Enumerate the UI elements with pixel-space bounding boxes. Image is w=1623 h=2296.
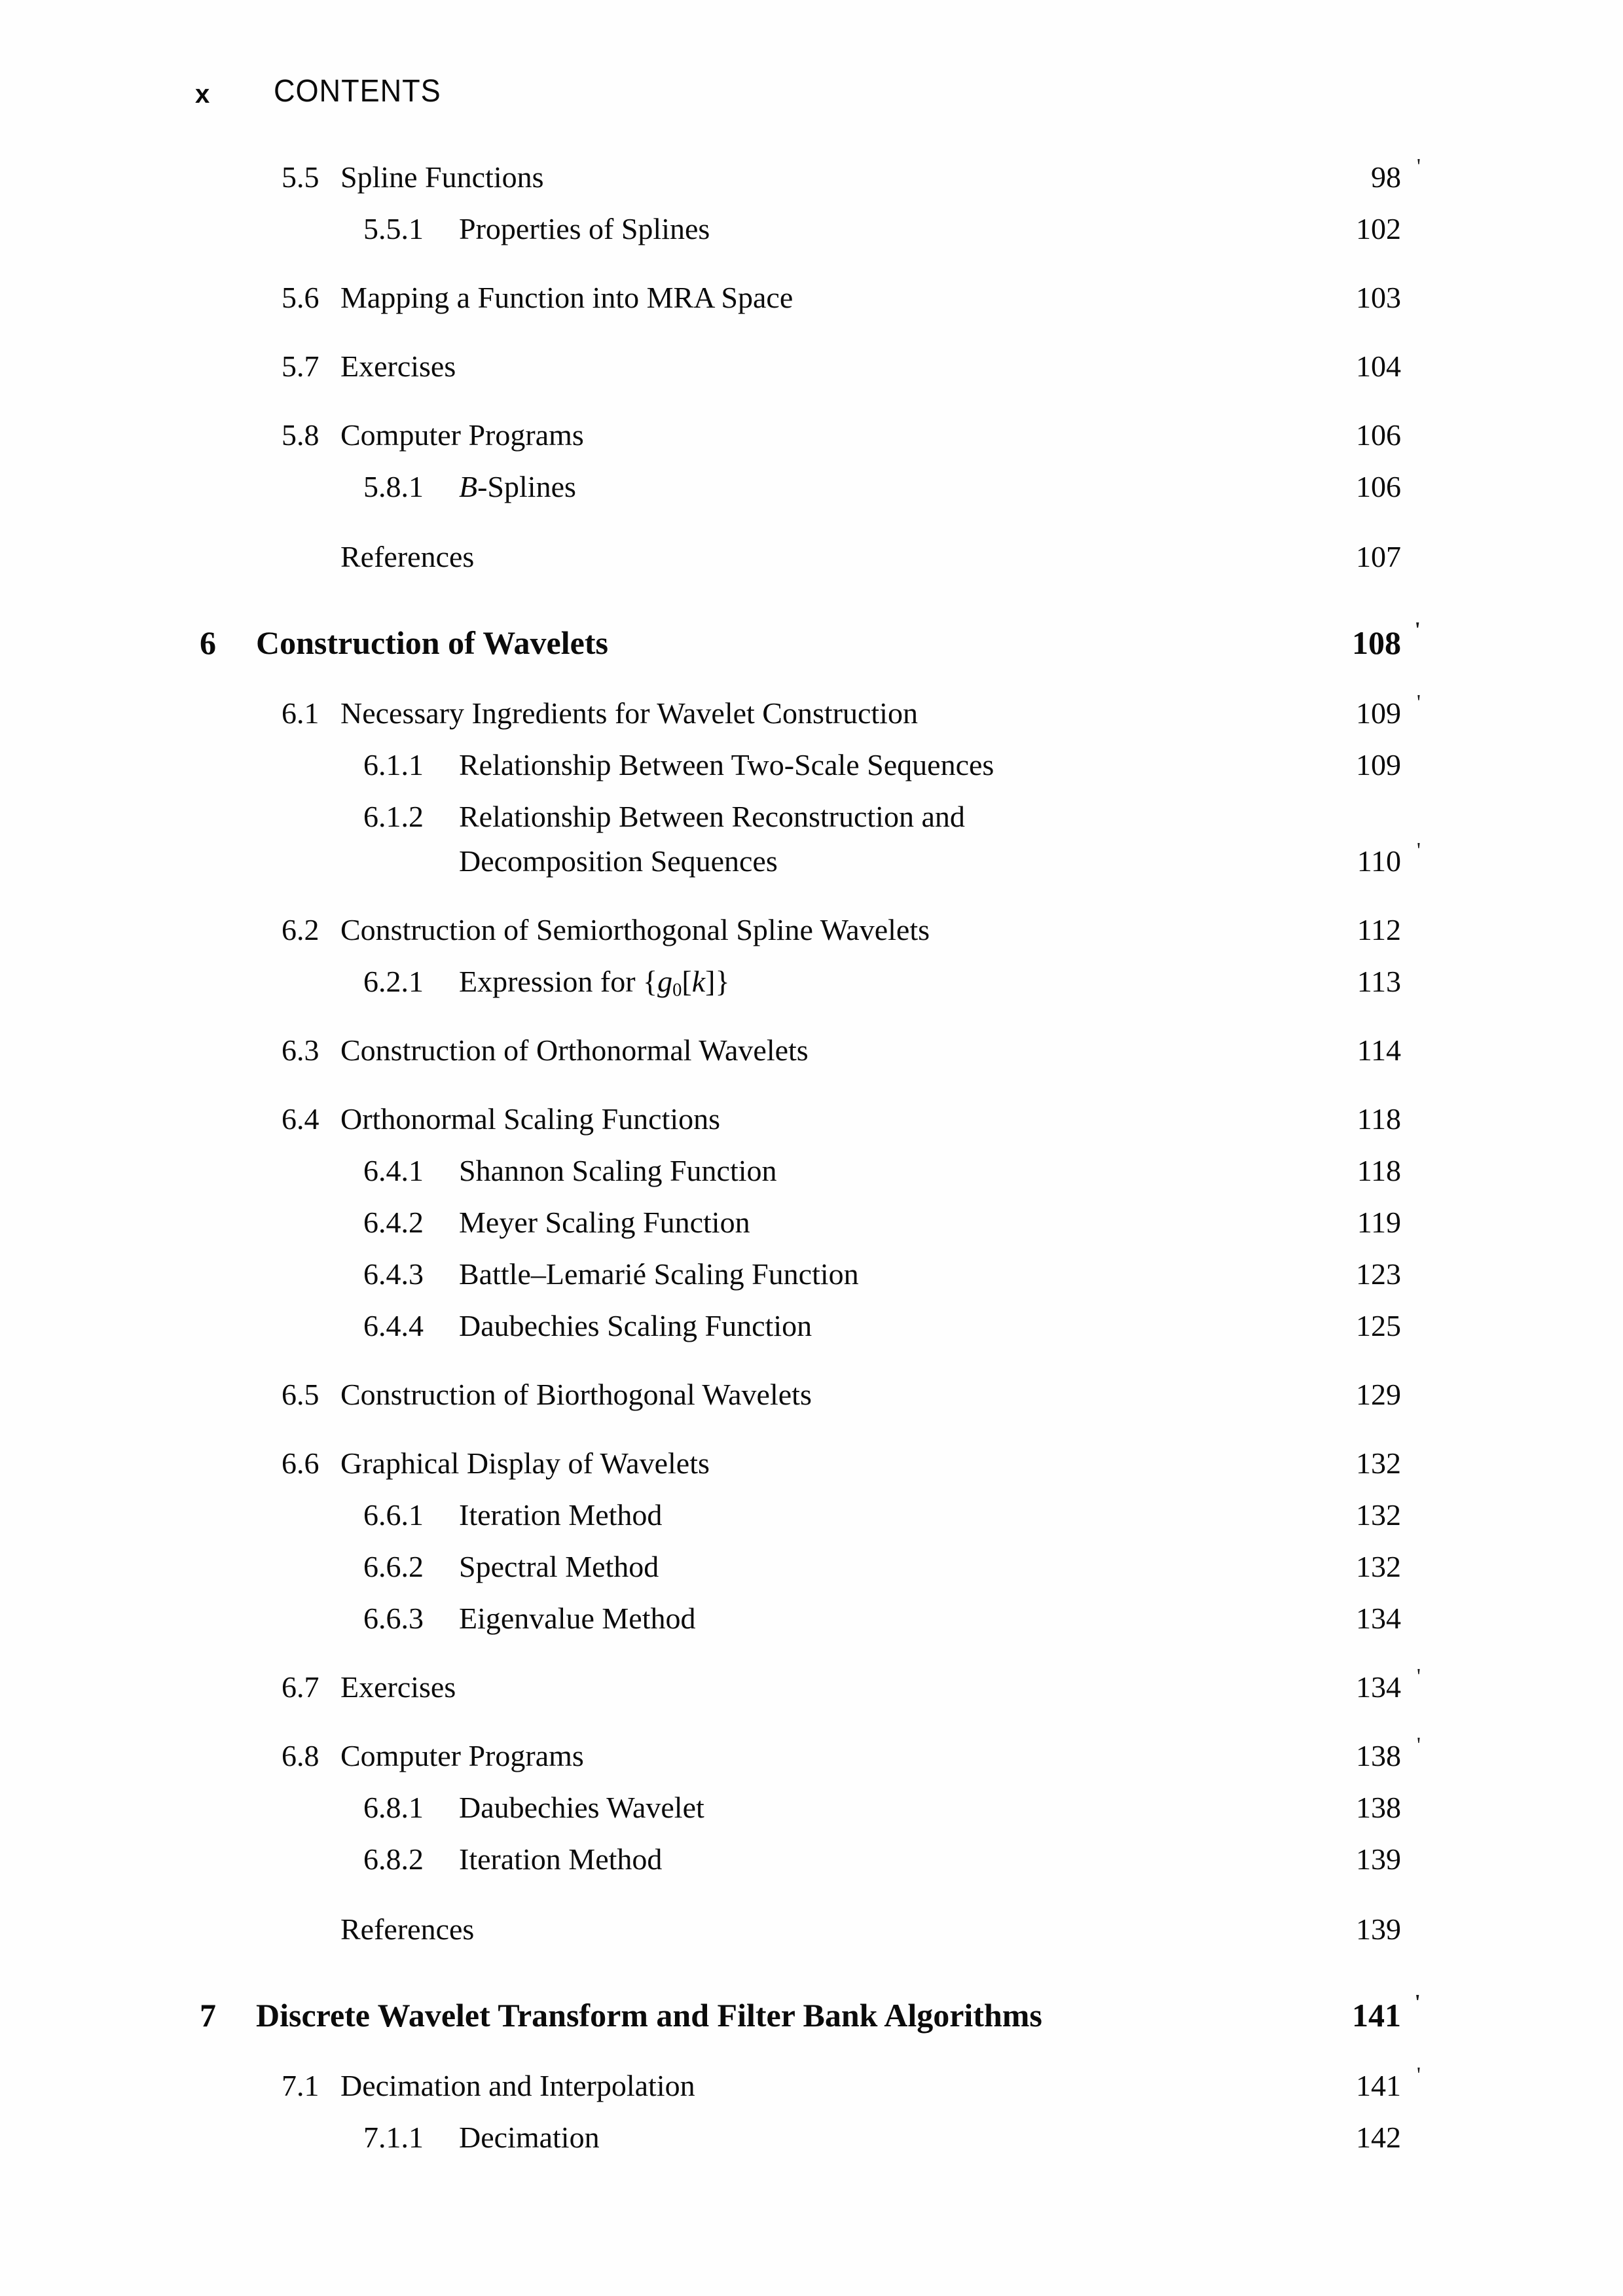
entry-page-number — [1283, 1990, 1421, 2036]
entry-page-number — [1283, 538, 1401, 576]
entry-page-number-text: 114 — [1357, 1033, 1401, 1067]
toc-entry-row — [0, 1100, 1623, 1138]
entry-number: 6.8.2 — [363, 1842, 424, 1876]
toc-entry-row — [0, 279, 1623, 317]
entry-page-number — [1283, 154, 1421, 196]
toc-entry-left — [282, 1444, 1283, 1482]
entry-title — [256, 622, 1283, 664]
entry-page-number-text: 139 — [1356, 1912, 1401, 1946]
entry-title-line1: Construction of Orthonormal Wavelets — [340, 1033, 809, 1067]
entry-page-number-text: 142 — [1356, 2121, 1401, 2154]
entry-page-number-text: 113 — [1357, 965, 1401, 998]
entry-title-fragment: 0 — [672, 980, 682, 1001]
entry-page-number-text: 107 — [1356, 540, 1401, 573]
entry-page-number — [1283, 911, 1401, 949]
entry-title — [256, 1994, 1283, 2036]
entry-title — [459, 1496, 1283, 1534]
toc-entry-row — [0, 348, 1623, 386]
entry-page-number-text: 141 — [1356, 2069, 1401, 2102]
entry-page-number-text: 110 — [1357, 844, 1401, 878]
entry-title — [459, 2119, 1283, 2157]
entry-title-line1: Spectral Method — [459, 1550, 659, 1583]
entry-page-number-text: 118 — [1357, 1154, 1401, 1187]
entry-title — [340, 2067, 1283, 2105]
entry-title-line1: Graphical Display of Wavelets — [340, 1446, 710, 1480]
entry-title-line1: Decimation and Interpolation — [340, 2069, 695, 2102]
entry-page-number-text: 102 — [1356, 212, 1401, 245]
entry-page-number-text: 112 — [1357, 913, 1401, 946]
entry-number: 6.6 — [282, 1446, 319, 1480]
entry-page-number — [1283, 1910, 1401, 1948]
entry-number: 6.6.3 — [363, 1602, 424, 1635]
entry-page-number — [1283, 2119, 1401, 2157]
entry-title — [459, 1840, 1283, 1878]
toc-entry-row — [0, 746, 1623, 784]
entry-number: 7.1 — [282, 2069, 319, 2102]
entry-title-line1: Spline Functions — [340, 160, 544, 194]
toc-entry-row — [0, 416, 1623, 454]
entry-page-number — [1283, 1376, 1401, 1414]
toc-entry-row — [0, 691, 1623, 732]
toc-entry-row — [0, 468, 1623, 506]
entry-number: 6.8.1 — [363, 1791, 424, 1824]
toc-entry-left — [363, 1789, 1283, 1827]
toc-entry-left — [363, 1152, 1283, 1190]
entry-title — [459, 1255, 1283, 1293]
entry-title-fragment: Expression for { — [459, 965, 658, 998]
entry-title-line1: Daubechies Scaling Function — [459, 1309, 812, 1342]
entry-title-line1: Properties of Splines — [459, 212, 710, 245]
entry-title-line1: Construction of Biorthogonal Wavelets — [340, 1378, 812, 1411]
entry-page-number-text: 106 — [1356, 418, 1401, 452]
entry-number: 6 — [200, 624, 216, 661]
entry-page-number — [1283, 746, 1401, 784]
entry-page-number-text: 132 — [1356, 1446, 1401, 1480]
entry-title-line1: Mapping a Function into MRA Space — [340, 281, 793, 314]
toc-entry-left — [363, 1548, 1283, 1586]
entry-page-number — [1283, 1496, 1401, 1534]
scan-tick-artifact: ' — [1416, 691, 1421, 715]
entry-page-number-text: 129 — [1356, 1378, 1401, 1411]
entry-title-line1 — [459, 963, 1283, 1001]
toc-entry-row — [0, 1664, 1623, 1706]
toc-entry-row — [0, 2063, 1623, 2105]
entry-title-line1: Exercises — [340, 1670, 456, 1704]
entry-number: 7 — [200, 1997, 216, 2034]
entry-page-number — [1283, 1255, 1401, 1293]
entry-title-line1: Meyer Scaling Function — [459, 1206, 750, 1239]
entry-title — [459, 468, 1283, 506]
toc-entry-left — [363, 1204, 1283, 1242]
toc-entry-left — [200, 1994, 1283, 2036]
entry-number: 6.4.2 — [363, 1206, 424, 1239]
entry-title-line1: References — [340, 540, 475, 573]
entry-title — [459, 746, 1283, 784]
entry-page-number — [1283, 1664, 1421, 1706]
entry-title-fragment: B — [459, 470, 478, 503]
toc-entry-left — [282, 911, 1283, 949]
entry-page-number-text: 123 — [1356, 1257, 1401, 1291]
entry-page-number — [1283, 468, 1401, 506]
entry-page-number-text: 134 — [1356, 1670, 1401, 1704]
entry-page-number-text: 106 — [1356, 470, 1401, 503]
entry-page-number-text: 108 — [1352, 624, 1401, 661]
entry-page-number-text: 141 — [1352, 1997, 1401, 2034]
entry-title — [340, 1910, 1283, 1948]
entry-title-line1: Construction of Semiorthogonal Spline Wavelets — [340, 913, 930, 946]
entry-page-number-text: 132 — [1356, 1498, 1401, 1532]
entry-title-fragment: k — [691, 965, 706, 998]
toc-entry-row — [0, 538, 1623, 576]
entry-number: 6.4.3 — [363, 1257, 424, 1291]
entry-title-line1: Computer Programs — [340, 418, 584, 452]
toc-entry-row — [0, 210, 1623, 248]
entry-page-number — [1283, 416, 1401, 454]
toc-entry-row — [0, 1840, 1623, 1878]
entry-title — [459, 798, 1283, 880]
entry-title — [459, 1789, 1283, 1827]
toc-entry-left — [282, 279, 1283, 317]
roman-page-number: x — [195, 80, 210, 109]
toc-entry-left — [282, 1737, 1283, 1775]
toc-entry-row — [0, 1255, 1623, 1293]
entry-title — [459, 210, 1283, 248]
entry-title — [459, 1204, 1283, 1242]
toc-entry-row — [0, 911, 1623, 949]
entry-page-number — [1283, 1840, 1401, 1878]
toc-entry-left — [282, 348, 1283, 386]
entry-page-number-text: 98 — [1371, 160, 1401, 194]
toc-entry-row — [0, 1152, 1623, 1190]
entry-number: 5.5 — [282, 160, 319, 194]
scan-tick-artifact: ' — [1414, 1990, 1421, 2015]
entry-title — [340, 279, 1283, 317]
entry-number: 6.8 — [282, 1739, 319, 1772]
entry-title-line2: Decomposition Sequences — [459, 844, 778, 878]
entry-page-number-text: 125 — [1356, 1309, 1401, 1342]
entry-number: 7.1.1 — [363, 2121, 424, 2154]
scan-tick-artifact: ' — [1414, 618, 1421, 642]
entry-title — [340, 1376, 1283, 1414]
entry-title-fragment: -Splines — [477, 470, 576, 503]
entry-title — [459, 963, 1283, 1001]
scan-tick-artifact: ' — [1416, 1733, 1421, 1757]
entry-page-number-text: 138 — [1356, 1739, 1401, 1772]
entry-page-number — [1283, 838, 1421, 880]
toc-entry-left — [340, 538, 1283, 576]
entry-number: 6.1.1 — [363, 748, 424, 781]
toc-entry-row — [0, 2119, 1623, 2157]
entry-page-number-text: 139 — [1356, 1842, 1401, 1876]
toc-entry-row — [0, 1444, 1623, 1482]
entry-title-line1: Shannon Scaling Function — [459, 1154, 777, 1187]
entry-page-number-text: 138 — [1356, 1791, 1401, 1824]
toc-entry-left — [282, 1100, 1283, 1138]
entry-number: 6.1.2 — [363, 800, 424, 833]
entry-title — [340, 348, 1283, 386]
toc-entry-left — [282, 1668, 1283, 1706]
entry-number: 6.7 — [282, 1670, 319, 1704]
entry-title — [340, 1031, 1283, 1069]
entry-page-number — [1283, 1152, 1401, 1190]
entry-page-number-text: 119 — [1357, 1206, 1401, 1239]
entry-title-fragment: [ — [682, 965, 692, 998]
entry-number: 6.3 — [282, 1033, 319, 1067]
entry-title-line1 — [459, 468, 1283, 506]
entry-page-number — [1283, 1733, 1421, 1775]
toc-entry-row — [0, 1307, 1623, 1345]
entry-title — [459, 1307, 1283, 1345]
toc-entry-row — [0, 1204, 1623, 1242]
scan-tick-artifact: ' — [1416, 2063, 1421, 2087]
scan-tick-artifact: ' — [1416, 838, 1421, 863]
entry-title-line1: Relationship Between Reconstruction and — [459, 800, 965, 833]
toc-entry-row — [0, 963, 1623, 1001]
toc-entry-left — [363, 1307, 1283, 1345]
toc-entry-row — [0, 1548, 1623, 1586]
entry-page-number — [1283, 279, 1401, 317]
page-title: CONTENTS — [274, 74, 441, 109]
toc-entry-left — [340, 1910, 1283, 1948]
toc-entry-left — [363, 1496, 1283, 1534]
entry-page-number — [1283, 1204, 1401, 1242]
entry-page-number — [1283, 1100, 1401, 1138]
entry-title-line1: Construction of Wavelets — [256, 624, 608, 661]
entry-page-number-text: 103 — [1356, 281, 1401, 314]
toc-entry-left — [363, 1255, 1283, 1293]
entry-page-number — [1283, 1548, 1401, 1586]
entry-number: 6.1 — [282, 696, 319, 730]
entry-page-number — [1283, 1600, 1401, 1638]
entry-number: 6.4 — [282, 1102, 319, 1136]
entry-page-number-text: 132 — [1356, 1550, 1401, 1583]
toc-entry-left — [200, 622, 1283, 664]
entry-title-fragment: ]} — [705, 965, 730, 998]
entry-number: 5.6 — [282, 281, 319, 314]
running-head — [195, 76, 452, 107]
toc-list — [0, 154, 1623, 2157]
entry-number: 6.4.1 — [363, 1154, 424, 1187]
entry-page-number-text: 104 — [1356, 350, 1401, 383]
toc-entry-left — [363, 2119, 1283, 2157]
toc-entry-left — [282, 2067, 1283, 2105]
toc-entry-row — [0, 618, 1623, 664]
toc-entry-left — [363, 210, 1283, 248]
entry-page-number-text: 134 — [1356, 1602, 1401, 1635]
entry-number: 6.4.4 — [363, 1309, 424, 1342]
toc-entry-left — [282, 1376, 1283, 1414]
entry-title-line1: Orthonormal Scaling Functions — [340, 1102, 721, 1136]
entry-title-line1: References — [340, 1912, 475, 1946]
entry-page-number — [1283, 1031, 1401, 1069]
toc-entry-left — [282, 1031, 1283, 1069]
toc-entry-left — [363, 963, 1283, 1001]
entry-title-line1: Iteration Method — [459, 1498, 663, 1532]
toc-entry-row — [0, 1496, 1623, 1534]
entry-page-number — [1283, 618, 1421, 664]
toc-entry-left — [282, 416, 1283, 454]
entry-page-number — [1283, 1444, 1401, 1482]
toc-entry-left — [363, 1600, 1283, 1638]
toc-entry-row — [0, 154, 1623, 196]
entry-title — [459, 1600, 1283, 1638]
entry-number: 6.5 — [282, 1378, 319, 1411]
toc-entry-row — [0, 1600, 1623, 1638]
entry-title — [340, 416, 1283, 454]
toc-entry-left — [363, 1840, 1283, 1878]
entry-title — [340, 1444, 1283, 1482]
entry-number: 6.6.1 — [363, 1498, 424, 1532]
toc-entry-row — [0, 1990, 1623, 2036]
entry-page-number — [1283, 1307, 1401, 1345]
entry-page-number-text: 109 — [1356, 748, 1401, 781]
entry-page-number — [1283, 210, 1401, 248]
toc-entry-left — [363, 746, 1283, 784]
entry-title-line1: Decimation — [459, 2121, 600, 2154]
entry-title — [459, 1152, 1283, 1190]
entry-title-line1: Discrete Wavelet Transform and Filter Bank Algorithms — [256, 1997, 1042, 2034]
entry-title-line1: Computer Programs — [340, 1739, 584, 1772]
toc-entry-row — [0, 1031, 1623, 1069]
entry-title-fragment: g — [657, 965, 673, 998]
entry-title-line1: Exercises — [340, 350, 456, 383]
entry-title-line1: Eigenvalue Method — [459, 1602, 696, 1635]
entry-page-number-text: 109 — [1356, 696, 1401, 730]
toc-entry-left — [363, 468, 1283, 506]
entry-page-number-text: 118 — [1357, 1102, 1401, 1136]
entry-title-line1: Relationship Between Two-Scale Sequences — [459, 748, 994, 781]
toc-entry-row — [0, 1789, 1623, 1827]
entry-page-number — [1283, 963, 1401, 1001]
toc-entry-left — [282, 694, 1283, 732]
entry-title-line1: Necessary Ingredients for Wavelet Construction — [340, 696, 918, 730]
scan-tick-artifact: ' — [1416, 154, 1421, 179]
entry-title — [340, 538, 1283, 576]
entry-title — [340, 158, 1283, 196]
entry-title — [340, 694, 1283, 732]
toc-entry-row — [0, 1910, 1623, 1948]
entry-number: 5.7 — [282, 350, 319, 383]
entry-title — [340, 1737, 1283, 1775]
entry-title-line1: Daubechies Wavelet — [459, 1791, 704, 1824]
entry-number: 6.6.2 — [363, 1550, 424, 1583]
entry-title-line1: Battle–Lemarié Scaling Function — [459, 1257, 859, 1291]
entry-number: 5.8 — [282, 418, 319, 452]
entry-page-number — [1283, 348, 1401, 386]
entry-title — [459, 1548, 1283, 1586]
entry-title — [340, 1668, 1283, 1706]
entry-page-number — [1283, 1789, 1401, 1827]
entry-page-number — [1283, 691, 1421, 732]
entry-number: 6.2.1 — [363, 965, 424, 998]
toc-entry-left — [363, 798, 1283, 880]
entry-number: 6.2 — [282, 913, 319, 946]
entry-page-number — [1283, 2063, 1421, 2105]
toc-entry-row — [0, 1733, 1623, 1775]
entry-title — [340, 911, 1283, 949]
toc-entry-row — [0, 1376, 1623, 1414]
entry-title-line1: Iteration Method — [459, 1842, 663, 1876]
toc-entry-left — [282, 158, 1283, 196]
scan-tick-artifact: ' — [1416, 1664, 1421, 1689]
toc-entry-row — [0, 798, 1623, 880]
entry-number: 5.8.1 — [363, 470, 424, 503]
entry-title — [340, 1100, 1283, 1138]
entry-number: 5.5.1 — [363, 212, 424, 245]
